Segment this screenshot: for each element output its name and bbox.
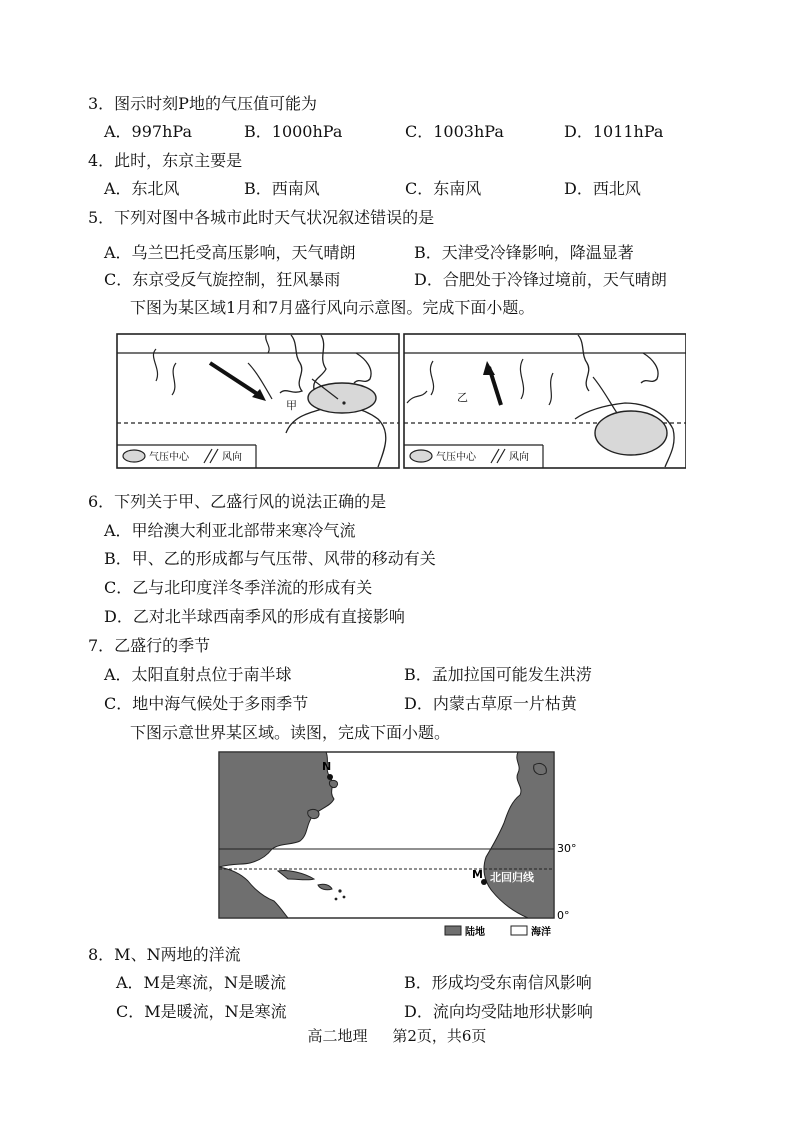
question-6-stem: 6．下列关于甲、乙盛行风的说法正确的是 [88,492,387,511]
footer-page-number: 第2页，共6页 [392,1027,487,1045]
q3-option-c: C．1003hPa [405,122,504,141]
question-7-stem: 7．乙盛行的季节 [88,636,211,655]
question-4-stem: 4．此时，东京主要是 [88,151,243,170]
wind-label-yi: 乙 [457,391,468,404]
legend-wind-label: 风向 [222,452,242,463]
wind-map-right-panel [404,334,686,468]
q7-option-c: C．地中海气候处于多雨季节 [104,694,309,713]
legend-land-label: 陆地 [465,927,485,938]
wind-map-left-panel [117,334,399,468]
page-footer [0,1026,794,1046]
iberia-landmass [534,763,547,774]
label-n: N [322,760,332,773]
question-3-stem: 3．图示时刻P地的气压值可能为 [88,94,317,113]
legend-pressure-swatch [123,450,145,462]
legend-ocean-label: 海洋 [531,927,551,938]
q3-option-d: D．1011hPa [564,122,664,141]
intro-wind-map: 下图为某区域1月和7月盛行风向示意图。完成下面小题。 [130,298,535,317]
point-n-marker [327,774,333,780]
q3-option-a: A．997hPa [104,122,192,141]
label-30-degrees: 30° [557,842,577,855]
question-8-stem: 8．M、N两地的洋流 [88,945,241,964]
q7-option-d: D．内蒙古草原一片枯黄 [404,694,577,713]
footer-subject: 高二地理 [307,1027,368,1045]
wind-label-jia: 甲 [286,399,297,412]
q7-option-b: B．孟加拉国可能发生洪涝 [404,665,592,684]
q5-option-c: C．东京受反气旋控制，狂风暴雨 [104,270,341,289]
q6-option-b: B．甲、乙的形成都与气压带、风带的移动有关 [104,549,436,568]
q5-option-d: D．合肥处于冷锋过境前，天气晴朗 [414,270,667,289]
q6-option-d: D．乙对北半球西南季风的形成有直接影响 [104,607,405,626]
q6-option-c: C．乙与北印度洋冬季洋流的形成有关 [104,578,373,597]
legend-ocean-swatch [511,926,527,935]
q4-option-b: B．西南风 [244,179,320,198]
question-5-stem: 5．下列对图中各城市此时天气状况叙述错误的是 [88,208,435,227]
q8-option-c: C．M是暖流，N是寒流 [116,1002,287,1021]
legend-wind-label-right: 风向 [509,452,529,463]
prevailing-wind-map [116,333,686,469]
q8-option-b: B．形成均受东南信风影响 [404,973,592,992]
label-0-degrees: 0° [557,909,570,922]
q3-option-b: B．1000hPa [244,122,343,141]
q5-option-a: A．乌兰巴托受高压影响，天气晴朗 [104,243,356,262]
q4-option-c: C．东南风 [405,179,482,198]
q8-option-d: D．流向均受陆地形状影响 [404,1002,593,1021]
label-tropic-of-cancer: 北回归线 [490,871,534,884]
q5-option-b: B．天津受冷锋影响，降温显著 [414,243,634,262]
atlantic-region-map [218,751,586,939]
florida-peninsula [308,809,319,818]
q6-option-a: A．甲给澳大利亚北部带来寒冷气流 [104,521,356,540]
intro-atlantic-map: 下图示意世界某区域。读图，完成下面小题。 [130,723,451,742]
q8-option-a: A．M是寒流，N是暖流 [116,973,286,992]
legend-land-swatch [445,926,461,935]
label-m: M [472,868,483,881]
q4-option-a: A．东北风 [104,179,180,198]
q4-option-d: D．西北风 [564,179,641,198]
legend-pressure-label-right: 气压中心 [436,452,476,463]
legend-pressure-label: 气压中心 [149,452,189,463]
q7-option-a: A．太阳直射点位于南半球 [104,665,292,684]
